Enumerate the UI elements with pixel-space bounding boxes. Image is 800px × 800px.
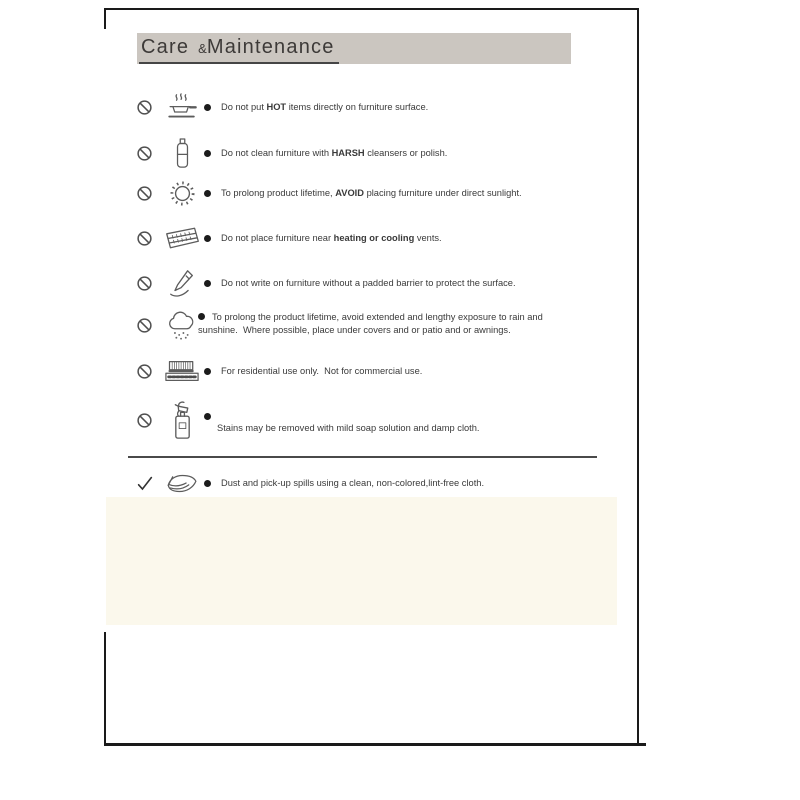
bullet-marker xyxy=(198,313,205,320)
bullet-marker xyxy=(204,368,211,375)
footer-tint-block xyxy=(106,497,617,625)
care-item-text: To prolong the product lifetime, avoid extended and lengthy exposure to rain and sunshine. Where possible, place under covers and or patio and or awnings. xyxy=(198,312,546,335)
care-item-text: Do not write on furniture without a padded barrier to protect the surface. xyxy=(221,277,516,288)
prohibition-icon xyxy=(136,145,160,162)
prohibition-icon xyxy=(136,185,160,202)
building-icon xyxy=(160,359,204,384)
vent-icon xyxy=(160,225,204,251)
bullet-marker xyxy=(204,280,211,287)
bullet-marker xyxy=(204,104,211,111)
page-title xyxy=(139,35,339,64)
hot-pan-icon xyxy=(160,92,204,123)
title-bar xyxy=(137,33,571,64)
care-item-row xyxy=(136,261,622,305)
sun-icon xyxy=(160,178,204,209)
page-border-left-top xyxy=(104,8,106,29)
check-icon xyxy=(136,475,160,492)
care-item-text: For residential use only. Not for commercial use. xyxy=(221,365,423,376)
prohibition-icon xyxy=(136,317,160,334)
bullet-marker xyxy=(204,235,211,242)
prohibition-icon xyxy=(136,99,160,116)
care-item-row xyxy=(136,171,622,215)
bullet-marker xyxy=(204,150,211,157)
cleanser-bottle-icon xyxy=(160,137,204,170)
pen-icon xyxy=(160,268,204,298)
care-item-row xyxy=(136,85,622,129)
prohibition-icon xyxy=(136,363,160,380)
care-item-text: Do not clean furniture with HARSH cleansers or polish. xyxy=(221,147,448,158)
bullet-marker xyxy=(204,413,211,420)
cloth-icon xyxy=(160,471,204,496)
title-word-maintenance: Maintenance xyxy=(206,36,335,58)
page-border-left-bottom xyxy=(104,632,106,745)
page-border-top xyxy=(104,8,639,10)
care-item-text: Stains may be removed with mild soap solution and damp cloth. xyxy=(217,423,480,433)
care-item-row xyxy=(136,349,622,393)
care-item-text: To prolong product lifetime, AVOID placing furniture under direct sunlight. xyxy=(221,187,522,198)
prohibition-icon xyxy=(136,230,160,247)
page-border-right xyxy=(637,8,639,745)
prohibition-icon xyxy=(136,275,160,292)
care-item-row xyxy=(136,398,622,442)
care-item-text: Do not place furniture near heating or cooling vents. xyxy=(221,232,442,243)
bullet-marker xyxy=(204,480,211,487)
title-ampersand: & xyxy=(198,41,207,56)
section-divider xyxy=(128,456,597,458)
title-word-care: Care xyxy=(141,36,190,58)
care-item-text: Do not put HOT items directly on furniture surface. xyxy=(221,101,429,112)
care-item-row xyxy=(136,461,622,505)
prohibition-icon xyxy=(136,412,160,429)
care-item-row xyxy=(136,216,622,260)
page-border-bottom xyxy=(104,743,646,746)
spray-bottle-icon xyxy=(160,399,204,441)
care-item-row xyxy=(136,131,622,175)
care-item-row xyxy=(136,303,622,347)
care-item-text: Dust and pick-up spills using a clean, non-colored,lint-free cloth. xyxy=(221,477,485,488)
bullet-marker xyxy=(204,190,211,197)
